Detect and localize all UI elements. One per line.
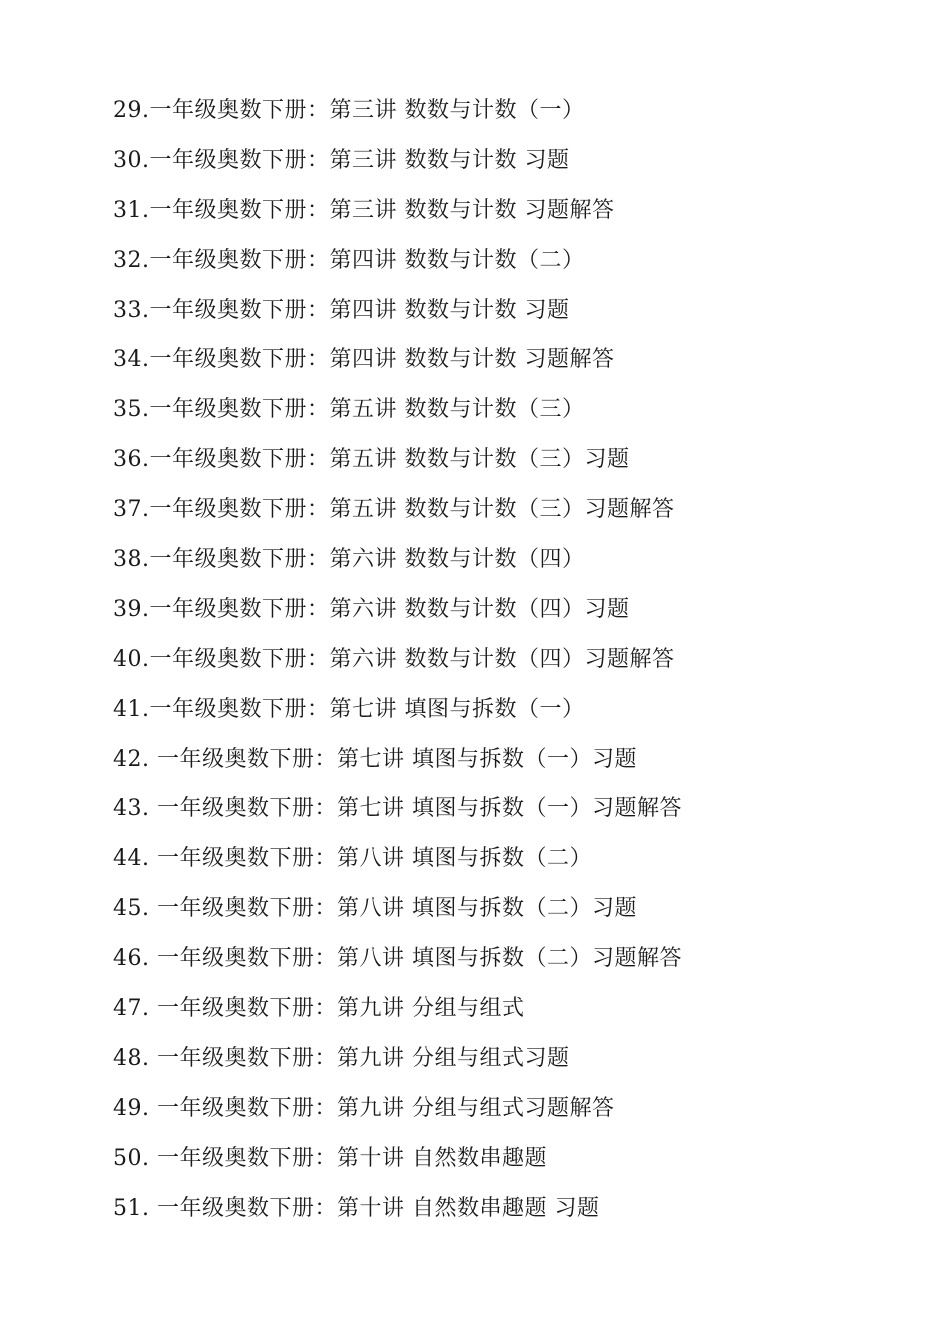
list-item: 46. 一年级奥数下册：第八讲 填图与拆数（二）习题解答 bbox=[113, 946, 682, 972]
list-item: 33.一年级奥数下册：第四讲 数数与计数 习题 bbox=[113, 297, 570, 323]
list-item: 48. 一年级奥数下册：第九讲 分组与组式习题 bbox=[113, 1045, 570, 1071]
list-item: 30.一年级奥数下册：第三讲 数数与计数 习题 bbox=[113, 147, 570, 173]
list-item: 34.一年级奥数下册：第四讲 数数与计数 习题解答 bbox=[113, 347, 615, 373]
list-item: 40.一年级奥数下册：第六讲 数数与计数（四）习题解答 bbox=[113, 646, 675, 672]
list-item: 51. 一年级奥数下册：第十讲 自然数串趣题 习题 bbox=[113, 1195, 600, 1221]
list-item: 32.一年级奥数下册：第四讲 数数与计数（二） bbox=[113, 247, 585, 273]
list-item: 50. 一年级奥数下册：第十讲 自然数串趣题 bbox=[113, 1145, 547, 1171]
list-item: 29.一年级奥数下册：第三讲 数数与计数（一） bbox=[113, 98, 585, 123]
list-item: 47. 一年级奥数下册：第九讲 分组与组式 bbox=[113, 996, 525, 1022]
list-item: 41.一年级奥数下册：第七讲 填图与拆数（一） bbox=[113, 696, 585, 722]
list-item: 43. 一年级奥数下册：第七讲 填图与拆数（一）习题解答 bbox=[113, 796, 682, 822]
list-item: 39.一年级奥数下册：第六讲 数数与计数（四）习题 bbox=[113, 596, 630, 622]
list-item: 35.一年级奥数下册：第五讲 数数与计数（三） bbox=[113, 397, 585, 423]
list-item: 37.一年级奥数下册：第五讲 数数与计数（三）习题解答 bbox=[113, 497, 675, 523]
list-item: 36.一年级奥数下册：第五讲 数数与计数（三）习题 bbox=[113, 447, 630, 473]
list-item: 45. 一年级奥数下册：第八讲 填图与拆数（二）习题 bbox=[113, 896, 637, 922]
list-item: 42. 一年级奥数下册：第七讲 填图与拆数（一）习题 bbox=[113, 746, 637, 772]
list-item: 31.一年级奥数下册：第三讲 数数与计数 习题解答 bbox=[113, 197, 615, 223]
list-item: 44. 一年级奥数下册：第八讲 填图与拆数（二） bbox=[113, 846, 592, 872]
list-item: 38.一年级奥数下册：第六讲 数数与计数（四） bbox=[113, 547, 585, 573]
table-of-contents bbox=[113, 86, 682, 1233]
list-item: 49. 一年级奥数下册：第九讲 分组与组式习题解答 bbox=[113, 1095, 615, 1121]
